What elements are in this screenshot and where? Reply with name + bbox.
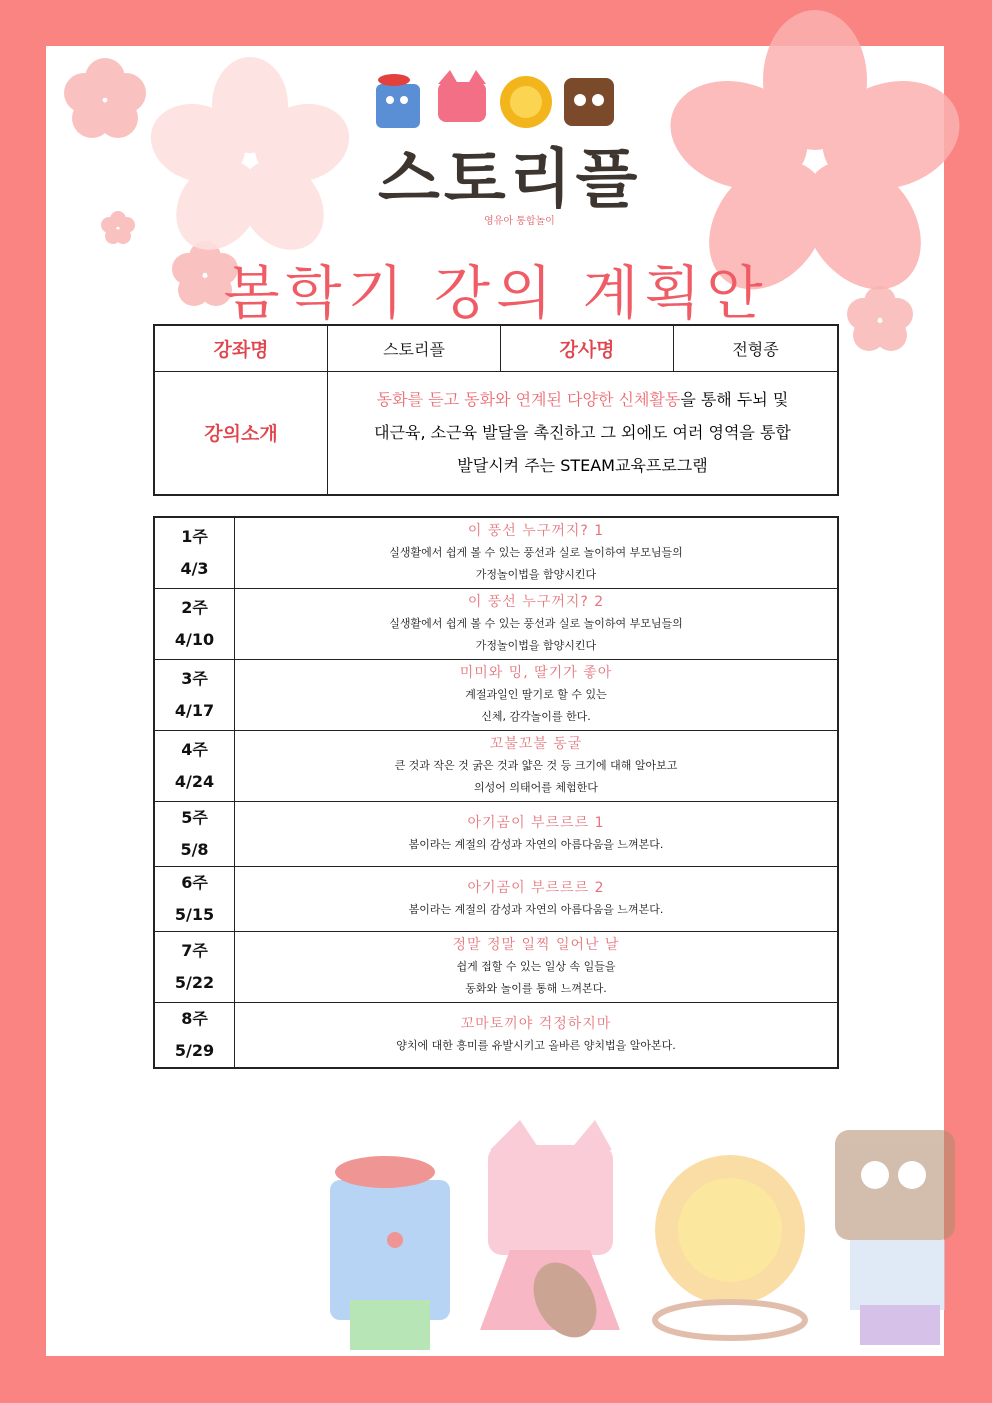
intro-line-1-rest: 을 통해 두뇌 및	[680, 390, 789, 410]
week-description: 실생활에서 쉽게 볼 수 있는 풍선과 실로 놀이하여 부모님들의	[389, 545, 683, 559]
week-number: 7주	[181, 940, 208, 960]
week-description: 의성어 의태어를 체험한다	[474, 780, 598, 794]
week-number: 3주	[181, 668, 208, 688]
week-content-cell	[235, 659, 839, 730]
week-description: 계절과일인 딸기로 할 수 있는	[465, 687, 607, 701]
week-description: 신체, 감각놀이를 한다.	[481, 709, 591, 723]
week-description: 봄이라는 계절의 감성과 자연의 아름다움을 느껴본다.	[408, 902, 664, 916]
week-title: 꼬마토끼야 걱정하지마	[460, 1015, 612, 1032]
week-title: 이 풍선 누구꺼지? 2	[467, 593, 605, 610]
week-row	[154, 659, 838, 730]
week-number: 5주	[181, 807, 208, 827]
week-content-cell	[235, 866, 839, 931]
weekly-plan-table	[153, 516, 839, 1069]
week-content-cell	[235, 730, 839, 801]
course-info-table	[153, 324, 839, 496]
week-row	[154, 801, 838, 866]
week-title: 정말 정말 일찍 일어난 날	[452, 936, 620, 953]
week-cell	[154, 659, 235, 730]
week-row	[154, 931, 838, 1002]
week-cell	[154, 801, 235, 866]
week-row	[154, 588, 838, 659]
week-description: 큰 것과 작은 것 굵은 것과 얇은 것 등 크기에 대해 알아보고	[394, 758, 678, 772]
course-name-label: 강좌명	[154, 325, 328, 371]
week-content-cell	[235, 517, 839, 588]
week-cell	[154, 730, 235, 801]
intro-label: 강의소개	[154, 371, 328, 495]
week-description: 실생활에서 쉽게 볼 수 있는 풍선과 실로 놀이하여 부모님들의	[389, 616, 683, 630]
week-date: 4/3	[180, 558, 209, 578]
week-content-cell	[235, 801, 839, 866]
week-row	[154, 730, 838, 801]
logo-characters-icon	[368, 70, 628, 134]
week-number: 1주	[181, 526, 208, 546]
week-title: 아기곰이 부르르르 2	[467, 879, 605, 896]
logo-wordmark: 스토리플	[378, 143, 642, 217]
week-description: 양치에 대한 흥미를 유발시키고 올바른 양치법을 알아본다.	[396, 1038, 676, 1052]
week-date: 4/10	[174, 629, 215, 649]
week-title: 꼬불꼬불 동굴	[489, 735, 583, 752]
teacher-name-value: 전형종	[674, 325, 839, 371]
week-date: 5/29	[174, 1040, 215, 1060]
week-cell	[154, 588, 235, 659]
week-content-cell	[235, 931, 839, 1002]
week-date: 5/8	[180, 839, 209, 859]
intro-highlight: 동화를 듣고 동화와 연계된 다양한 신체활동	[376, 390, 681, 410]
page-title: 봄학기 강의 계획안	[223, 259, 769, 327]
week-date: 4/17	[174, 700, 215, 720]
week-number: 8주	[181, 1008, 208, 1028]
week-description: 쉽게 접할 수 있는 일상 속 일들을	[456, 959, 616, 973]
week-row	[154, 517, 838, 588]
week-date: 5/22	[174, 972, 215, 992]
week-content-cell	[235, 588, 839, 659]
week-description: 가정놀이법을 함양시킨다	[475, 638, 597, 652]
week-title: 이 풍선 누구꺼지? 1	[467, 522, 605, 539]
week-content-cell	[235, 1002, 839, 1068]
week-title: 아기곰이 부르르르 1	[467, 814, 605, 831]
course-name-value: 스토리플	[328, 325, 501, 371]
week-number: 6주	[181, 872, 208, 892]
week-date: 5/15	[174, 904, 215, 924]
teacher-name-label: 강사명	[501, 325, 674, 371]
week-number: 4주	[181, 739, 208, 759]
week-cell	[154, 866, 235, 931]
week-description: 가정놀이법을 함양시킨다	[475, 567, 597, 581]
week-description: 봄이라는 계절의 감성과 자연의 아름다움을 느껴본다.	[408, 837, 664, 851]
intro-line-2: 대근육, 소근육 발달을 촉진하고 그 외에도 여러 영역을 통합	[374, 423, 791, 443]
week-title: 미미와 밍, 딸기가 좋아	[459, 664, 613, 681]
intro-text	[328, 371, 839, 495]
characters-illustration-icon	[300, 1100, 980, 1360]
intro-line-3: 발달시켜 주는 STEAM교육프로그램	[457, 456, 708, 476]
week-cell	[154, 1002, 235, 1068]
week-row	[154, 866, 838, 931]
week-description: 동화와 놀이를 통해 느껴본다.	[465, 981, 607, 995]
week-number: 2주	[181, 597, 208, 617]
week-cell	[154, 931, 235, 1002]
week-row	[154, 1002, 838, 1068]
week-date: 4/24	[174, 771, 215, 791]
week-cell	[154, 517, 235, 588]
logo-tagline: 영유아 통합놀이	[484, 216, 555, 227]
